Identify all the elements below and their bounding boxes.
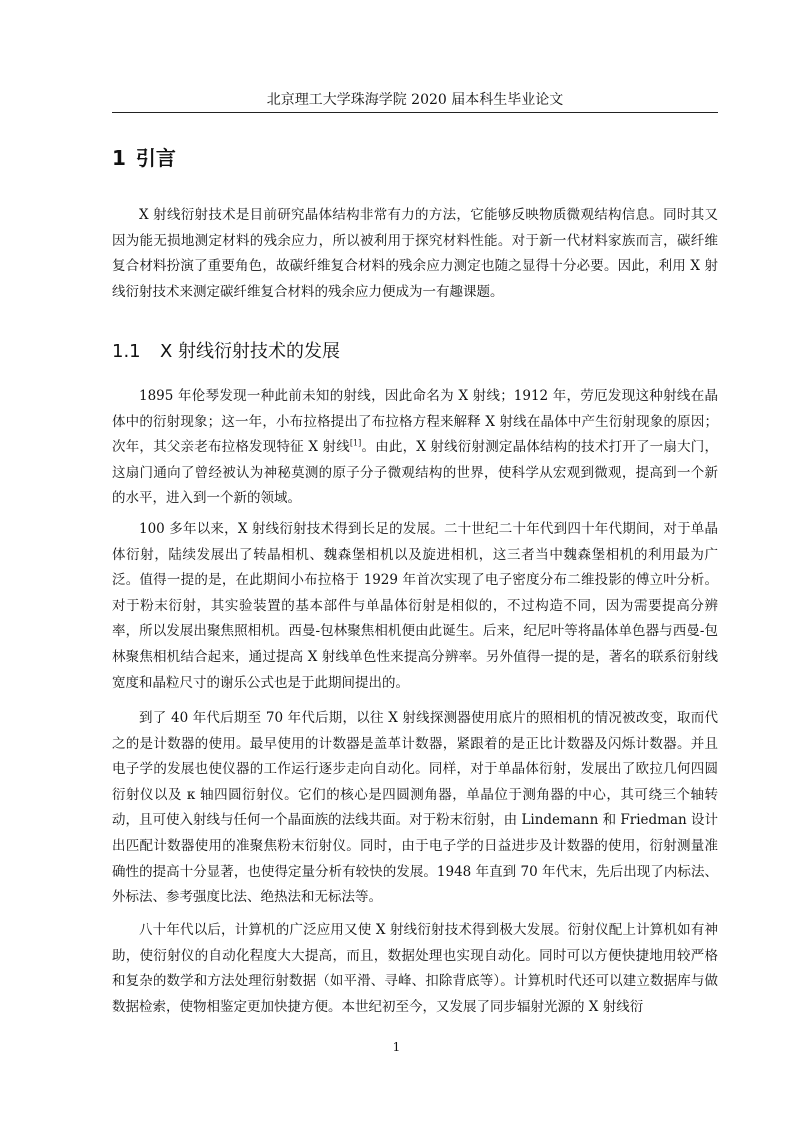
section-heading-1-1 xyxy=(112,337,340,363)
history-paragraph-2: 100 多年以来，X 射线衍射技术得到长足的发展。二十世纪二十年代到四十年代期间，对于单晶体衍射，陆续发展出了转晶相机、魏森堡相机以及旋进相机，这三者当中魏森堡相机的利用最为广泛。值得一提的是，在此期间小布拉格于 1929 年首次实现了电子密度分布二维投影的傅立叶分析。对于粉末衍射，其实验装置的基本部件与单晶体衍射是相似的，不过构造不同，因为需要提高分辨率，所以发展出聚焦照相机。西曼-包林聚焦相机便由此诞生。后来，纪尼叶等将晶体单色器与西曼-包林聚焦相机结合起来，通过提高 X 射线单色性来提高分辨率。另外值得一提的是，著名的联系衍射线宽度和晶粒尺寸的谢乐公式也是于此期间提出的。 xyxy=(112,521,718,691)
subsection-title: X 射线衍射技术的发展 xyxy=(160,341,341,362)
section-heading-1 xyxy=(112,142,176,171)
history-paragraph-4: 八十年代以后，计算机的广泛应用又使 X 射线衍射技术得到极大发展。衍射仪配上计算机如有神助，使衍射仪的自动化程度大大提高，而且，数据处理也实现自动化。同时可以方便快捷地用较严格和复杂的数学和方法处理衍射数据（如平滑、寻峰、扣除背底等）。计算机时代还可以建立数据库与做数据检索，使物相鉴定更加快捷方便。本世纪初至今，又发展了同步辐射光源的 X 射线衍 xyxy=(112,922,718,1015)
section-number: 1 xyxy=(112,146,126,170)
header-divider xyxy=(112,112,718,113)
section-title: 引言 xyxy=(135,146,176,170)
page-number: 1 xyxy=(392,1040,401,1054)
history-paragraph-1 xyxy=(112,384,718,512)
citation-ref[interactable]: [1] xyxy=(349,438,362,448)
intro-paragraph: X 射线衍射技术是目前研究晶体结构非常有力的方法，它能够反映物质微观结构信息。同时其又因为能无损地测定材料的残余应力，所以被利用于探究材料性能。对于新一代材料家族而言，碳纤维复合材料扮演了重要角色，故碳纤维复合材料的残余应力测定也随之显得十分必要。因此，利用 X 射线衍射技术来测定碳纤维复合材料的残余应力便成为一有趣课题。 xyxy=(112,207,718,300)
paragraph-text: 。由此，X 射线衍射测定晶体结构的技术打开了一扇大门，这扇门通向了曾经被认为神秘莫测的原子分子微观结构的世界，使科学从宏观到微观，提高到一个新的水平，进入到一个新的领域。 xyxy=(112,439,718,507)
paragraph-text: 1895 年伦琴发现一种此前未知的射线，因此命名为 X 射线；1912 年，劳厄发现这种射线在晶体中的衍射现象；这一年，小布拉格提出了布拉格方程来解释 X 射线在晶体中产生衍射现象的原因；次年，其父亲老布拉格发现特征 X 射线 xyxy=(112,388,718,456)
running-header: 北京理工大学珠海学院 2020 届本科生毕业论文 xyxy=(266,92,564,108)
subsection-number: 1.1 xyxy=(112,341,141,362)
history-paragraph-3: 到了 40 年代后期至 70 年代后期，以往 X 射线探测器使用底片的照相机的情况被改变，取而代之的是计数器的使用。最早使用的计数器是盖革计数器，紧跟着的是正比计数器及闪烁计数器。并且电子学的发展也使仪器的工作运行逐步走向自动化。同样，对于单晶体衍射，发展出了欧拉几何四圆衍射仪以及 κ 轴四圆衍射仪。它们的核心是四圆测角器，单晶位于测角器的中心，其可绕三个轴转动，且可使入射线与任何一个晶面族的法线共面。对于粉末衍射，由 Lindemann 和 Friedman 设计出匹配计数器使用的准聚焦粉末衍射仪。同时，由于电子学的日益进步及计数器的使用，衍射测量准确性的提高十分显著，也使得定量分析有较快的发展。1948 年直到 70 年代末，先后出现了内标法、外标法、参考强度比法、绝热法和无标法等。 xyxy=(112,710,718,906)
